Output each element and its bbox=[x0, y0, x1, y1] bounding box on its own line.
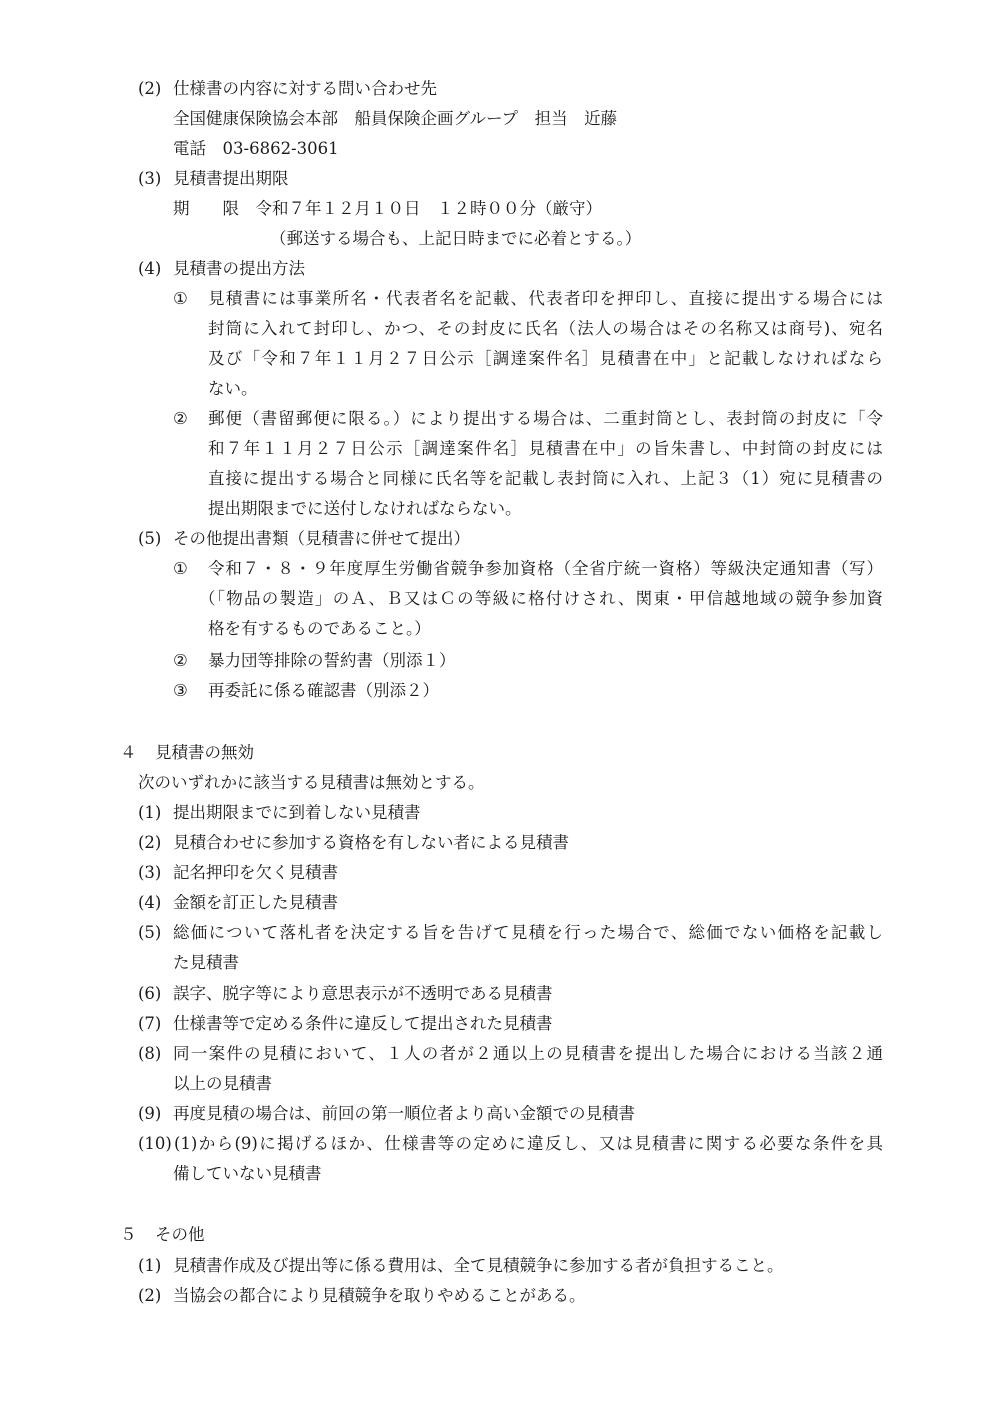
paragraph-line: 及び「令和７年１１月２７日公示［調達案件名］見積書在中」と記載しなければなら bbox=[208, 349, 884, 368]
circled-marker: ① bbox=[173, 289, 188, 308]
list-item: 見積書作成及び提出等に係る費用は、全て見積競争に参加する者が負担すること。 bbox=[173, 1256, 784, 1275]
list-item: 仕様書等で定める条件に違反して提出された見積書 bbox=[173, 1014, 553, 1033]
paragraph-line: ない。 bbox=[208, 379, 258, 398]
circled-marker: ① bbox=[173, 559, 188, 578]
item-number: (1) bbox=[138, 1256, 162, 1275]
item-title: 仕様書の内容に対する問い合わせ先 bbox=[173, 79, 437, 98]
deadline-text: 期 限 令和７年１２月１０日 １２時００分（厳守） bbox=[173, 199, 602, 218]
section-intro: 次のいずれかに該当する見積書は無効とする。 bbox=[138, 773, 485, 792]
paragraph-line: 郵便（書留郵便に限る。）により提出する場合は、二重封筒とし、表封筒の封皮に「令 bbox=[208, 409, 883, 428]
list-item: (1)から(9)に掲げるほか、仕様書等の定めに違反し、又は見積書に関する必要な条件を具 bbox=[174, 1134, 883, 1153]
section-heading: 見積書の無効 bbox=[155, 743, 254, 762]
deadline-note: （郵送する場合も、上記日時までに必着とする。） bbox=[270, 229, 642, 248]
circled-marker: ② bbox=[173, 409, 188, 428]
list-item: 誤字、脱字等により意思表示が不透明である見積書 bbox=[173, 984, 553, 1003]
list-item: 再度見積の場合は、前回の第一順位者より高い金額での見積書 bbox=[173, 1104, 635, 1123]
list-item: 同一案件の見積において、１人の者が２通以上の見積書を提出した場合における当該２通 bbox=[173, 1044, 883, 1063]
paragraph-line: 再委託に係る確認書（別添２） bbox=[208, 681, 439, 700]
item-number: (10) bbox=[138, 1134, 172, 1153]
circled-marker: ③ bbox=[173, 681, 188, 700]
paragraph-line: 令和７・８・９年度厚生労働省競争参加資格（全省庁統一資格）等級決定通知書（写） bbox=[208, 559, 883, 578]
list-item: 見積合わせに参加する資格を有しない者による見積書 bbox=[173, 833, 569, 852]
item-number: (2) bbox=[138, 79, 162, 98]
paragraph-line: 提出期限までに送付しなければならない。 bbox=[208, 499, 522, 518]
circled-marker: ② bbox=[173, 651, 188, 670]
item-number: (2) bbox=[138, 1286, 162, 1305]
list-item-continuation: た見積書 bbox=[173, 953, 239, 972]
item-number: (2) bbox=[138, 833, 162, 852]
paragraph-line: （「物品の製造」のＡ、Ｂ又はＣの等級に格付けされ、関東・甲信越地域の競争参加資 bbox=[199, 589, 883, 608]
item-number: (4) bbox=[138, 893, 162, 912]
paragraph-line: 封筒に入れて封印し、かつ、その封皮に氏名（法人の場合はその名称又は商号)、宛名 bbox=[208, 319, 883, 338]
section-number: ４ bbox=[120, 743, 137, 762]
list-item: 提出期限までに到着しない見積書 bbox=[173, 803, 421, 822]
contact-text: 全国健康保険協会本部 船員保険企画グループ 担当 近藤 bbox=[173, 109, 618, 128]
paragraph-line: 直接に提出する場合と同様に氏名等を記載し表封筒に入れ、上記３（1）宛に見積書の bbox=[208, 469, 883, 488]
section-heading: その他 bbox=[155, 1225, 205, 1244]
paragraph-line: 見積書には事業所名・代表者名を記載、代表者印を押印し、直接に提出する場合には bbox=[208, 289, 884, 308]
list-item: 総価について落札者を決定する旨を告げて見積を行った場合で、総価でない価格を記載し bbox=[173, 923, 883, 942]
item-number: (6) bbox=[138, 984, 162, 1003]
item-number: (3) bbox=[138, 169, 162, 188]
phone-text: 電話 03-6862-3061 bbox=[173, 139, 339, 158]
item-number: (3) bbox=[138, 863, 162, 882]
item-number: (5) bbox=[138, 923, 162, 942]
list-item-continuation: 備していない見積書 bbox=[173, 1164, 322, 1183]
list-item: 記名押印を欠く見積書 bbox=[173, 863, 338, 882]
item-number: (1) bbox=[138, 803, 162, 822]
item-number: (7) bbox=[138, 1014, 162, 1033]
item-title: 見積書の提出方法 bbox=[173, 259, 305, 278]
item-number: (9) bbox=[138, 1104, 162, 1123]
item-title: 見積書提出期限 bbox=[173, 169, 289, 188]
list-item: 金額を訂正した見積書 bbox=[173, 893, 338, 912]
list-item-continuation: 以上の見積書 bbox=[173, 1074, 272, 1093]
paragraph-line: 暴力団等排除の誓約書（別添１） bbox=[208, 651, 456, 670]
paragraph-line: 和７年１１月２７日公示［調達案件名］見積書在中」の旨朱書し、中封筒の封皮には bbox=[208, 439, 883, 458]
list-item: 当協会の都合により見積競争を取りやめることがある。 bbox=[173, 1286, 586, 1305]
item-number: (5) bbox=[138, 529, 162, 548]
paragraph-line: 格を有するものであること。） bbox=[208, 619, 431, 638]
section-number: ５ bbox=[120, 1225, 137, 1244]
item-title: その他提出書類（見積書に併せて提出） bbox=[173, 529, 470, 548]
item-number: (4) bbox=[138, 259, 162, 278]
item-number: (8) bbox=[138, 1044, 162, 1063]
